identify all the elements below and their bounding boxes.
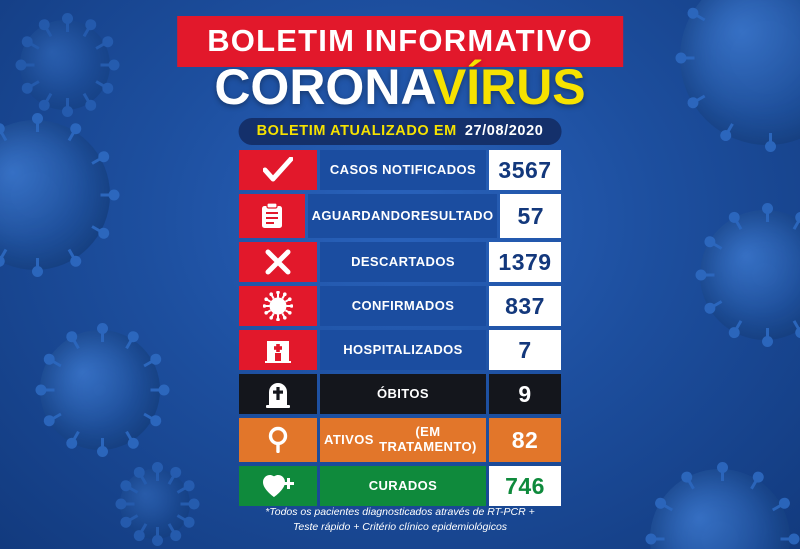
clipboard-icon: [239, 194, 305, 238]
footnote: [190, 505, 610, 535]
heart-plus-icon: [239, 466, 317, 506]
row-label: CONFIRMADOS: [320, 286, 486, 326]
virus-spikes: [700, 210, 800, 340]
table-row: [239, 242, 561, 282]
table-row: [239, 330, 561, 370]
table-row: [239, 374, 561, 414]
virus-spikes: [120, 469, 190, 539]
virus-decoration-icon: [40, 330, 160, 450]
table-row: [239, 286, 561, 326]
virus-decoration-icon: [120, 469, 190, 539]
x-icon: [239, 242, 317, 282]
row-value: 82: [489, 418, 561, 462]
row-value: 3567: [489, 150, 561, 190]
updated-badge: [239, 118, 562, 145]
table-row: [239, 150, 561, 190]
title-corona: CORONA: [214, 59, 433, 115]
hospital-icon: [239, 330, 317, 370]
virus-decoration-icon: [650, 469, 790, 549]
virus-spikes: [650, 469, 790, 549]
virus-decoration-icon: [0, 120, 110, 270]
row-label: CASOS NOTIFICADOS: [320, 150, 486, 190]
row-value: 837: [489, 286, 561, 326]
virus-decoration-icon: [700, 210, 800, 340]
table-row: [239, 466, 561, 506]
check-icon: [239, 150, 317, 190]
title-virus: VÍRUS: [432, 59, 586, 115]
virus-spikes: [0, 120, 110, 270]
banner-title: BOLETIM INFORMATIVO: [177, 16, 623, 67]
row-value: 7: [489, 330, 561, 370]
row-value: 746: [489, 466, 561, 506]
row-label: CURADOS: [320, 466, 486, 506]
row-value: 9: [489, 374, 561, 414]
row-label: DESCARTADOS: [320, 242, 486, 282]
row-label: ÓBITOS: [320, 374, 486, 414]
stats-table: [239, 150, 561, 510]
row-label: HOSPITALIZADOS: [320, 330, 486, 370]
updated-date: 27/08/2020: [464, 123, 544, 139]
table-row: [239, 418, 561, 462]
updated-label: BOLETIM ATUALIZADO EM: [256, 123, 457, 139]
row-value: 57: [500, 194, 561, 238]
magnifier-icon: [239, 418, 317, 462]
footnote-line-1: *Todos os pacientes diagnosticados através de RT-PCR +: [265, 505, 535, 518]
footnote-line-2: Teste rápido + Critério clínico epidemiológicos: [292, 520, 508, 533]
virus-spikes: [40, 330, 160, 450]
row-label: AGUARDANDO RESULTADO: [308, 194, 498, 238]
tombstone-icon: [239, 374, 317, 414]
page-title: [0, 59, 800, 115]
table-row: [239, 194, 561, 238]
row-value: 1379: [489, 242, 561, 282]
row-label: ATIVOS (EM TRATAMENTO): [320, 418, 486, 462]
virus-icon: [239, 286, 317, 326]
